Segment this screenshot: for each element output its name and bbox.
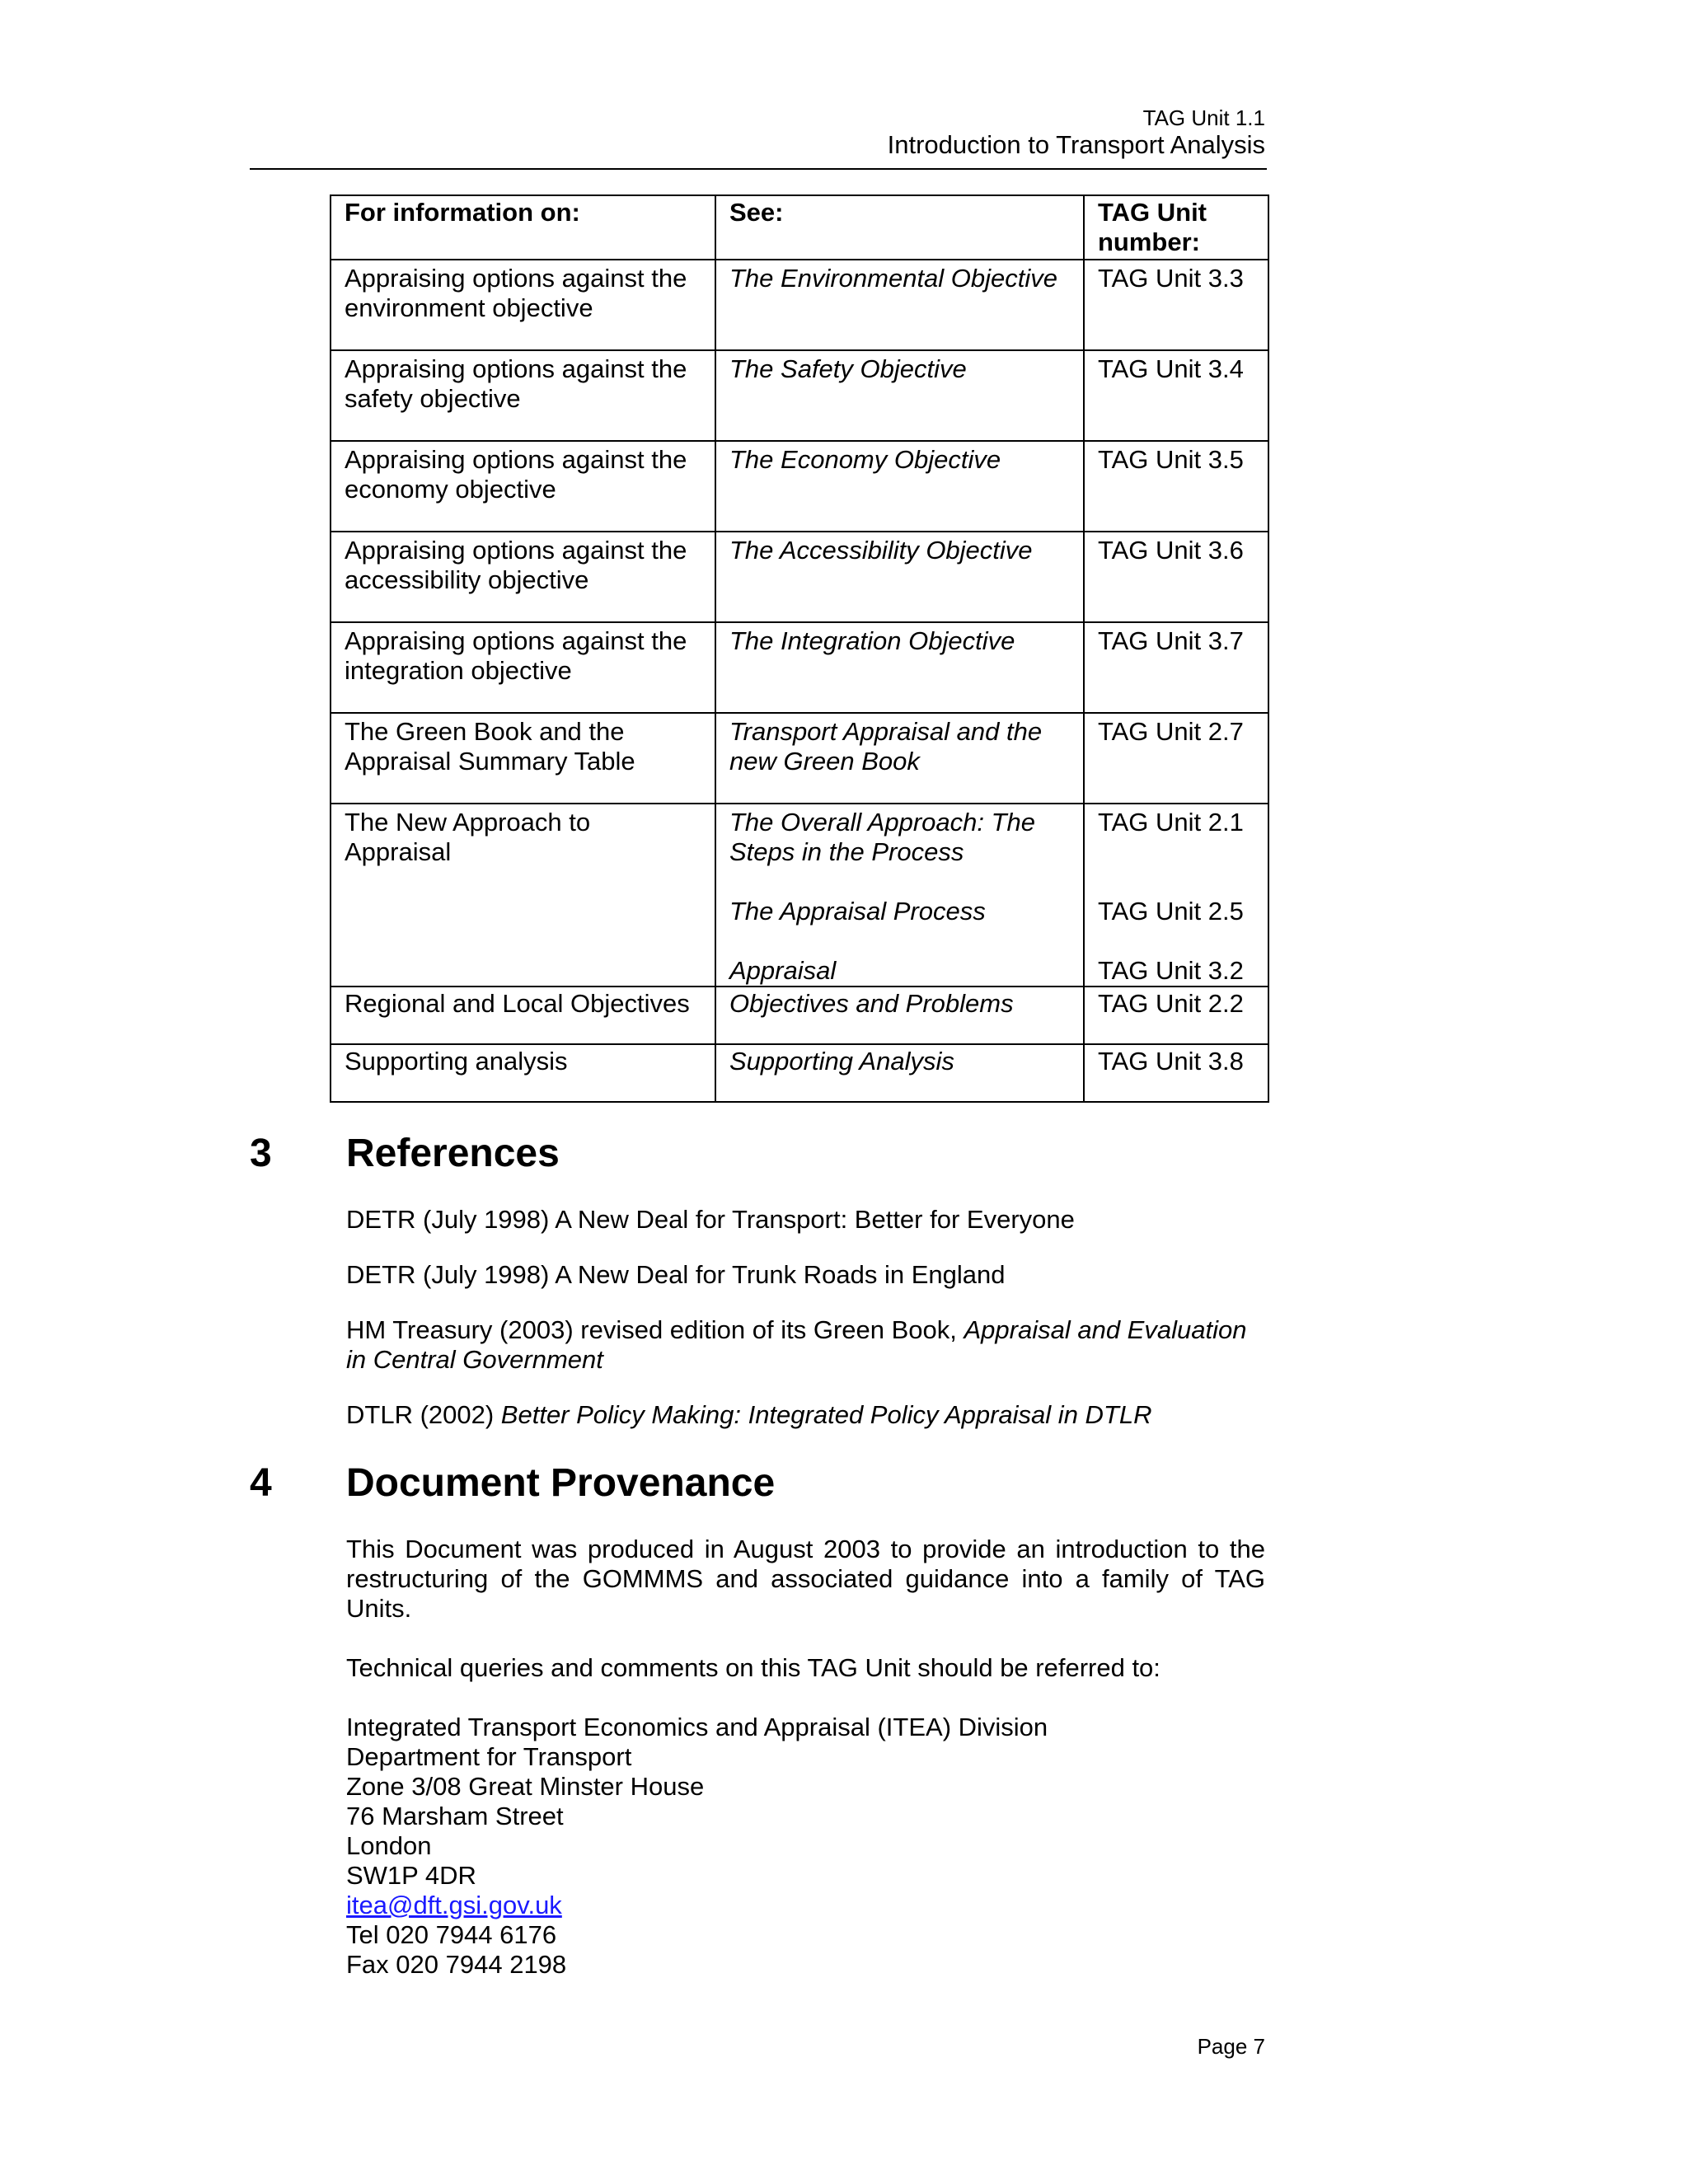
topic-cell: Appraising options against the economy objective bbox=[331, 441, 715, 532]
see-cell: The Environmental Objective bbox=[715, 260, 1084, 350]
unit-cell: TAG Unit 2.2 bbox=[1084, 987, 1268, 1044]
header-unit-number: TAG Unit 1.1 bbox=[1142, 105, 1265, 130]
section-number: 4 bbox=[250, 1461, 272, 1505]
topic-cell: Appraising options against the environment objective bbox=[331, 260, 715, 350]
table-row bbox=[331, 804, 1268, 987]
contact-intro: Technical queries and comments on this TAG Unit should be referred to: bbox=[346, 1653, 1160, 1682]
table-header-row bbox=[331, 195, 1268, 260]
topic-cell: Appraising options against the accessibility objective bbox=[331, 532, 715, 622]
see-cell: Supporting Analysis bbox=[715, 1044, 1084, 1102]
table-row bbox=[331, 713, 1268, 804]
reference-item: HM Treasury (2003) revised edition of its Green Book, Appraisal and Evaluation in Central Government bbox=[346, 1315, 1247, 1374]
header-document-title: Introduction to Transport Analysis bbox=[887, 130, 1265, 159]
section-number: 3 bbox=[250, 1132, 272, 1175]
section-title: References bbox=[346, 1132, 560, 1175]
see-cell: The Economy Objective bbox=[715, 441, 1084, 532]
see-entry: The Overall Approach: The Steps in the Process bbox=[729, 808, 1036, 866]
unit-cell bbox=[1084, 804, 1268, 987]
column-header-see: See: bbox=[715, 195, 1084, 260]
unit-entry: TAG Unit 3.2 bbox=[1098, 956, 1244, 985]
header-rule bbox=[250, 168, 1267, 170]
table-row bbox=[331, 532, 1268, 622]
table-row bbox=[331, 987, 1268, 1044]
see-cell bbox=[715, 804, 1084, 987]
references-heading bbox=[250, 1131, 560, 1177]
unit-cell: TAG Unit 3.6 bbox=[1084, 532, 1268, 622]
unit-cell: TAG Unit 2.7 bbox=[1084, 713, 1268, 804]
see-cell: The Safety Objective bbox=[715, 350, 1084, 441]
unit-cell: TAG Unit 3.5 bbox=[1084, 441, 1268, 532]
see-entry: The Appraisal Process bbox=[729, 897, 986, 926]
reference-item: DETR (July 1998) A New Deal for Trunk Roads in England bbox=[346, 1260, 1006, 1289]
reference-item: DETR (July 1998) A New Deal for Transport: Better for Everyone bbox=[346, 1205, 1075, 1234]
unit-entry: TAG Unit 2.1 bbox=[1098, 808, 1244, 837]
topic-cell: Appraising options against the integration objective bbox=[331, 622, 715, 713]
table-row bbox=[331, 1044, 1268, 1102]
column-header-unit: TAG Unit number: bbox=[1084, 195, 1268, 260]
provenance-paragraph: This Document was produced in August 2003 to provide an introduction to the restructuring of the GOMMMS and associated guidance into a family of TAG Units. bbox=[346, 1535, 1265, 1623]
topic-cell: Regional and Local Objectives bbox=[331, 987, 715, 1044]
address-line: Zone 3/08 Great Minster House bbox=[346, 1772, 705, 1801]
provenance-heading bbox=[250, 1460, 775, 1507]
address-line: SW1P 4DR bbox=[346, 1861, 476, 1890]
see-cell: The Accessibility Objective bbox=[715, 532, 1084, 622]
information-table bbox=[330, 194, 1269, 1103]
topic-cell: Appraising options against the safety objective bbox=[331, 350, 715, 441]
see-cell: Objectives and Problems bbox=[715, 987, 1084, 1044]
unit-cell: TAG Unit 3.8 bbox=[1084, 1044, 1268, 1102]
topic-cell: The Green Book and the Appraisal Summary Table bbox=[331, 713, 715, 804]
provenance-body bbox=[346, 1535, 1265, 1980]
table-row bbox=[331, 441, 1268, 532]
see-entry: Appraisal bbox=[729, 956, 837, 985]
reference-item: DTLR (2002) Better Policy Making: Integrated Policy Appraisal in DTLR bbox=[346, 1400, 1152, 1429]
references-list bbox=[346, 1205, 1265, 1455]
topic-cell: The New Approach to Appraisal bbox=[331, 804, 715, 987]
page-number: Page 7 bbox=[1197, 2034, 1265, 2059]
unit-cell: TAG Unit 3.4 bbox=[1084, 350, 1268, 441]
table-row bbox=[331, 622, 1268, 713]
contact-address bbox=[346, 1713, 1265, 1980]
address-line: London bbox=[346, 1831, 432, 1860]
address-line: 76 Marsham Street bbox=[346, 1802, 564, 1830]
address-line: Integrated Transport Economics and Appraisal (ITEA) Division bbox=[346, 1713, 1048, 1741]
email-link[interactable]: itea@dft.gsi.gov.uk bbox=[346, 1891, 562, 1919]
table-row bbox=[331, 350, 1268, 441]
page-header bbox=[250, 105, 1265, 160]
unit-cell: TAG Unit 3.7 bbox=[1084, 622, 1268, 713]
column-header-topic: For information on: bbox=[331, 195, 715, 260]
topic-cell: Supporting analysis bbox=[331, 1044, 715, 1102]
unit-entry: TAG Unit 2.5 bbox=[1098, 897, 1244, 926]
telephone-line: Tel 020 7944 6176 bbox=[346, 1920, 557, 1949]
table-row bbox=[331, 260, 1268, 350]
address-line: Department for Transport bbox=[346, 1742, 632, 1771]
unit-cell: TAG Unit 3.3 bbox=[1084, 260, 1268, 350]
fax-line: Fax 020 7944 2198 bbox=[346, 1950, 567, 1979]
section-title: Document Provenance bbox=[346, 1461, 776, 1505]
see-cell: Transport Appraisal and the new Green Book bbox=[715, 713, 1084, 804]
see-cell: The Integration Objective bbox=[715, 622, 1084, 713]
